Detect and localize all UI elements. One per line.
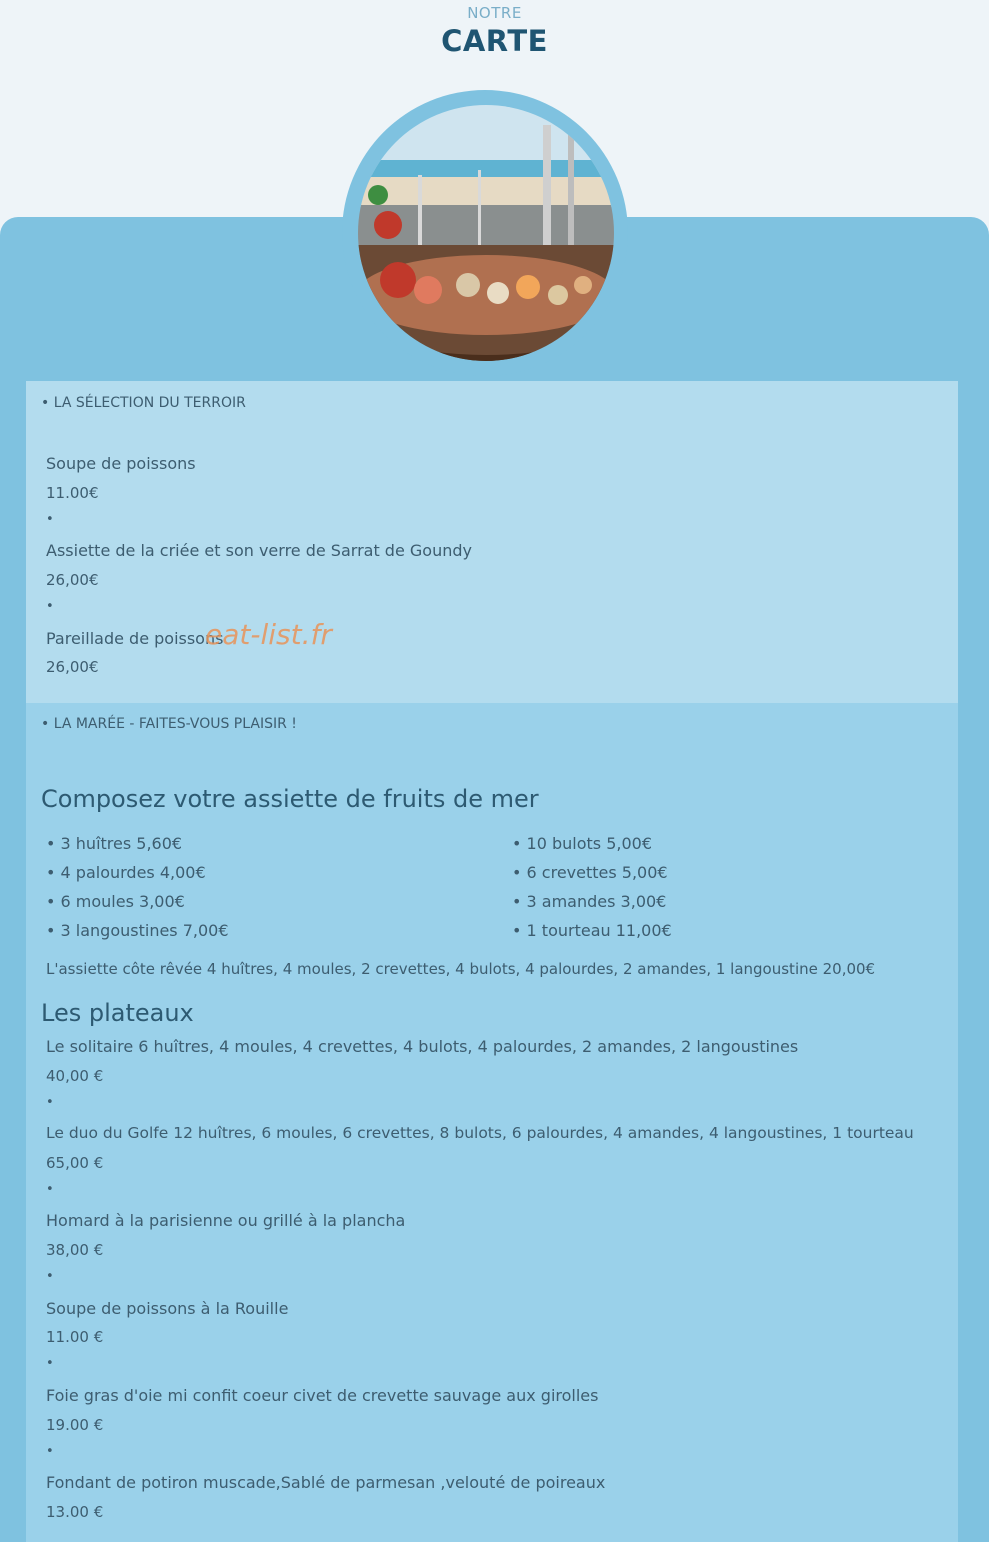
assiette-line: L'assiette côte rêvée 4 huîtres, 4 moules, 2 crevettes, 4 bulots, 4 palourdes, 2 amandes, 1 langoustine 20,00€ [46,960,876,978]
section-terroir [26,381,958,703]
section-title: • LA MARÉE - FAITES-VOUS PLAISIR ! [41,716,297,732]
list-item: • 10 bulots 5,00€ [512,834,652,853]
menu-item-name: Le duo du Golfe 12 huîtres, 6 moules, 6 crevettes, 8 bulots, 6 palourdes, 4 amandes, 4 langoustines, 1 tourteau [46,1124,914,1142]
menu-item-price: 11.00 € [46,1328,104,1346]
separator-dot: • [46,1269,54,1284]
menu-item-name: Le solitaire 6 huîtres, 4 moules, 4 crevettes, 4 bulots, 4 palourdes, 2 amandes, 2 langoustines [46,1037,799,1056]
section-title: • LA SÉLECTION DU TERROIR [41,395,246,411]
menu-item-name: Soupe de poissons [46,454,196,473]
menu-item-price: 26,00€ [46,658,99,676]
section-maree [26,703,958,1542]
separator-dot: • [46,512,54,527]
menu-item-price: 19.00 € [46,1416,104,1434]
menu-item-name: Foie gras d'oie mi confit coeur civet de crevette sauvage aux girolles [46,1386,599,1405]
menu-item-name: Soupe de poissons à la Rouille [46,1299,289,1318]
compose-heading: Composez votre assiette de fruits de mer [41,785,539,813]
list-item: • 3 langoustines 7,00€ [46,921,229,940]
menu-item-price: 13.00 € [46,1503,104,1521]
menu-item-name: Pareillade de poissons [46,629,224,648]
restaurant-photo [358,105,614,361]
watermark: eat-list.fr [205,618,332,651]
menu-item-price: 40,00 € [46,1067,104,1085]
menu-item-price: 38,00 € [46,1241,104,1259]
separator-dot: • [46,1356,54,1371]
list-item: • 3 amandes 3,00€ [512,892,667,911]
list-item: • 3 huîtres 5,60€ [46,834,183,853]
menu-item-name: Fondant de potiron muscade,Sablé de parmesan ,velouté de poireaux [46,1473,606,1492]
list-item: • 6 moules 3,00€ [46,892,185,911]
header-pre: NOTRE [467,4,522,22]
plateaux-heading: Les plateaux [41,999,194,1027]
list-item: • 4 palourdes 4,00€ [46,863,206,882]
menu-item-price: 11.00€ [46,484,99,502]
menu-item-price: 65,00 € [46,1154,104,1172]
list-item: • 1 tourteau 11,00€ [512,921,672,940]
separator-dot: • [46,1444,54,1459]
page-title: CARTE [441,24,548,58]
separator-dot: • [46,1095,54,1110]
list-item: • 6 crevettes 5,00€ [512,863,668,882]
separator-dot: • [46,599,54,614]
menu-item-name: Homard à la parisienne ou grillé à la plancha [46,1211,406,1230]
menu-item-name: Assiette de la criée et son verre de Sarrat de Goundy [46,541,472,560]
separator-dot: • [46,1182,54,1197]
menu-item-price: 26,00€ [46,571,99,589]
